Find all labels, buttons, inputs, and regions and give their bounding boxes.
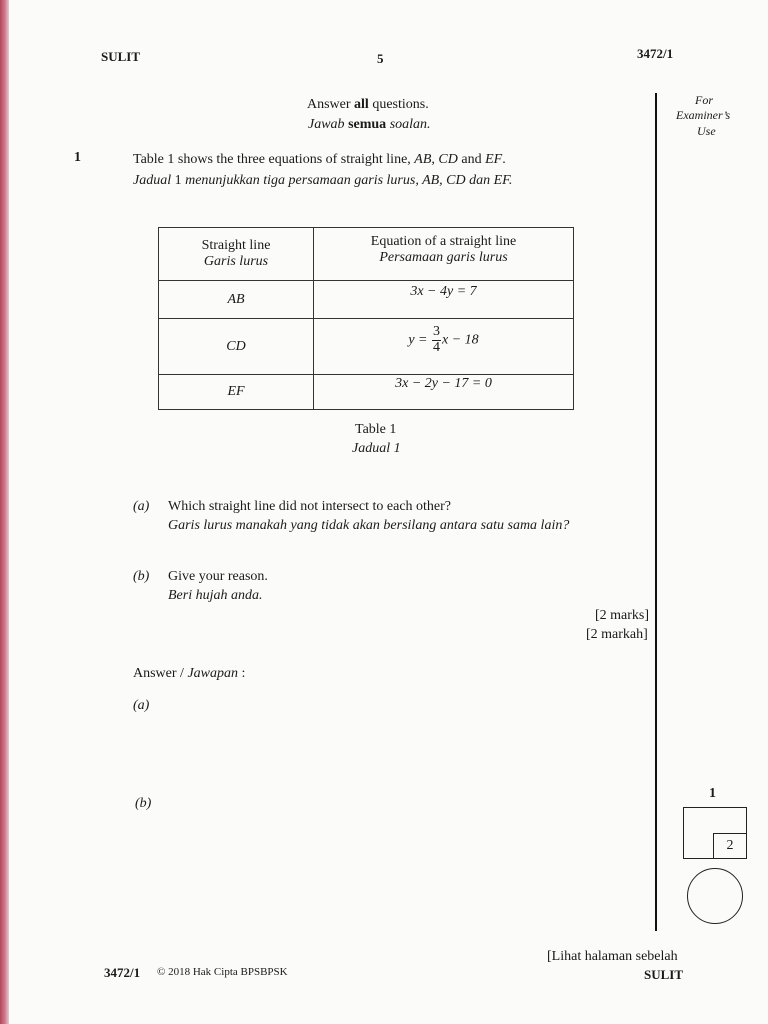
part-b-en: Give your reason. bbox=[168, 569, 268, 584]
instruction-ms: Jawab semua soalan. bbox=[308, 117, 431, 132]
page-edge bbox=[0, 0, 9, 1024]
question-text-en: Table 1 shows the three equations of straight line, AB, CD and EF. bbox=[133, 152, 506, 167]
examiner-question-number: 1 bbox=[709, 786, 716, 801]
part-a-en: Which straight line did not intersect to each other? bbox=[168, 499, 452, 514]
examiner-margin-line bbox=[655, 93, 657, 931]
table-caption-en: Table 1 bbox=[355, 422, 397, 437]
line-equation: 3x − 2y − 17 = 0 bbox=[314, 375, 574, 410]
answer-label: Answer / Jawapan : bbox=[133, 666, 246, 681]
part-a-ms: Garis lurus manakah yang tidak akan bersilang antara satu sama lain? bbox=[168, 518, 570, 533]
table-header-row bbox=[159, 228, 574, 281]
instruction-en: Answer all questions. bbox=[307, 97, 429, 112]
footer-sulit: SULIT bbox=[644, 967, 684, 982]
table-row bbox=[159, 281, 574, 319]
table-row bbox=[159, 375, 574, 410]
header-equation: Equation of a straight line Persamaan garis lurus bbox=[314, 228, 574, 281]
header-straight-line: Straight line Garis lurus bbox=[159, 228, 314, 281]
header-sulit: SULIT bbox=[101, 49, 141, 64]
examiner-label-2: Examiner’s bbox=[676, 108, 731, 122]
line-name: AB bbox=[159, 281, 314, 319]
line-name: CD bbox=[159, 319, 314, 375]
next-page-note: [Lihat halaman sebelah bbox=[547, 949, 678, 964]
line-name: EF bbox=[159, 375, 314, 410]
footer-copyright: © 2018 Hak Cipta BPSBPSK bbox=[157, 966, 288, 978]
answer-b-label: (b) bbox=[135, 796, 152, 811]
marks-ms: [2 markah] bbox=[586, 627, 648, 642]
examiner-score-circle bbox=[687, 868, 743, 924]
fraction: $\frac{3}{4}$ bbox=[433, 324, 440, 355]
answer-a-label: (a) bbox=[133, 698, 150, 713]
equations-table bbox=[158, 227, 574, 410]
table-caption-ms: Jadual 1 bbox=[352, 441, 401, 456]
line-equation: 3x − 4y = 7 bbox=[314, 281, 574, 319]
examiner-mark-box bbox=[683, 807, 747, 859]
part-b-label: (b) bbox=[133, 569, 150, 584]
footer-code: 3472/1 bbox=[104, 965, 141, 980]
marks-en: [2 marks] bbox=[595, 608, 650, 623]
page-number: 5 bbox=[377, 51, 384, 66]
examiner-label-1: For bbox=[695, 93, 713, 107]
question-text-ms: Jadual 1 menunjukkan tiga persamaan garis lurus, AB, CD dan EF. bbox=[133, 173, 513, 188]
total-marks-box: 2 bbox=[713, 833, 747, 859]
part-a-label: (a) bbox=[133, 499, 150, 514]
table-row bbox=[159, 319, 574, 375]
paper-code: 3472/1 bbox=[637, 46, 674, 61]
question-number: 1 bbox=[74, 150, 81, 165]
examiner-label-3: Use bbox=[697, 124, 716, 138]
line-equation: y = $\frac{3}{4}$ x − 18 bbox=[314, 319, 574, 375]
part-b-ms: Beri hujah anda. bbox=[168, 588, 263, 603]
